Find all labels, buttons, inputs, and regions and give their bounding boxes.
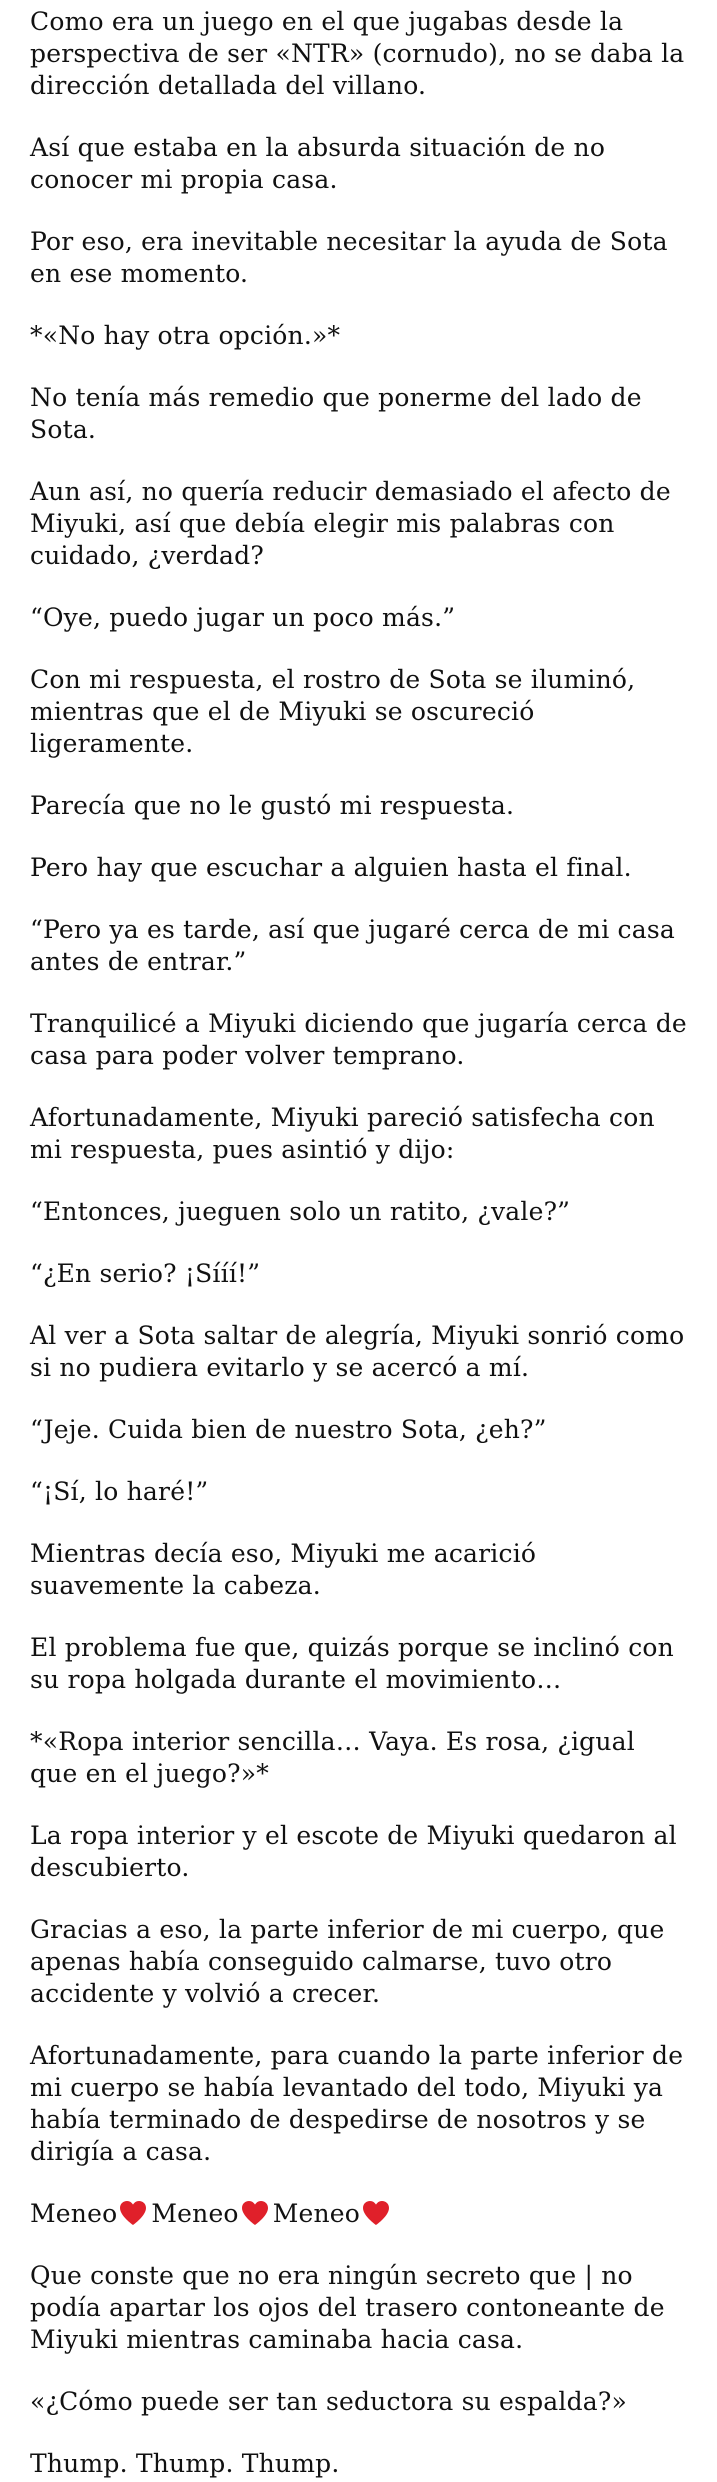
paragraph: Mientras decía eso, Miyuki me acarició suavemente la cabeza. [30,1539,537,1600]
paragraph: Que conste que no era ningún secreto que | no podía apartar los ojos del trasero contoneante de Miyuki mientras caminaba hacia casa. [30,2261,665,2354]
meneo-word: Meneo [151,2199,239,2228]
heart-icon [362,2200,390,2226]
heart-icon [241,2200,269,2226]
paragraph: Así que estaba en la absurda situación de no conocer mi propia casa. [30,133,606,194]
paragraph: El problema fue que, quizás porque se inclinó con su ropa holgada durante el movimiento… [30,1633,674,1694]
paragraph-dialogue: “¿En serio? ¡Sííí!” [30,1259,261,1288]
paragraph: Afortunadamente, para cuando la parte inferior de mi cuerpo se había levantado del todo, Miyuki ya había terminado de despedirse de nosotros y se dirigía a casa. [30,2041,684,2166]
heart-icon [119,2200,147,2226]
meneo-line [30,2198,687,2230]
paragraph-dialogue: “Pero ya es tarde, así que jugaré cerca de mi casa antes de entrar.” [30,915,675,976]
paragraph: Con mi respuesta, el rostro de Sota se iluminó, mientras que el de Miyuki se oscureció ligeramente. [30,665,636,758]
paragraph: Parecía que no le gustó mi respuesta. [30,791,515,820]
paragraph: No tenía más remedio que ponerme del lado de Sota. [30,383,642,444]
paragraph: Como era un juego en el que jugabas desde la perspectiva de ser «NTR» (cornudo), no se daba la dirección detallada del villano. [30,7,685,100]
paragraph-dialogue: “Jeje. Cuida bien de nuestro Sota, ¿eh?” [30,1415,547,1444]
paragraph-dialogue: “¡Sí, lo haré!” [30,1477,209,1506]
meneo-word: Meneo [30,2199,118,2228]
paragraph: Gracias a eso, la parte inferior de mi cuerpo, que apenas había conseguido calmarse, tuvo otro accidente y volvió a crecer. [30,1915,665,2008]
paragraph-dialogue: “Entonces, jueguen solo un ratito, ¿vale?” [30,1197,571,1226]
paragraph: Por eso, era inevitable necesitar la ayuda de Sota en ese momento. [30,227,668,288]
paragraph-thought: «¿Cómo puede ser tan seductora su espalda?» [30,2387,627,2416]
paragraph: Pero hay que escuchar a alguien hasta el final. [30,853,632,882]
paragraph: Aun así, no quería reducir demasiado el afecto de Miyuki, así que debía elegir mis palabras con cuidado, ¿verdad? [30,477,671,570]
paragraph: Afortunadamente, Miyuki pareció satisfecha con mi respuesta, pues asintió y dijo: [30,1103,655,1164]
paragraph: Tranquilicé a Miyuki diciendo que jugaría cerca de casa para poder volver temprano. [30,1009,687,1070]
paragraph: Al ver a Sota saltar de alegría, Miyuki sonrió como si no pudiera evitarlo y se acercó a mí. [30,1321,685,1382]
paragraph-dialogue: “Oye, puedo jugar un poco más.” [30,603,456,632]
paragraph-thought: *«No hay otra opción.»* [30,321,341,350]
meneo-word: Meneo [272,2199,361,2228]
paragraph-thought: *«Ropa interior sencilla… Vaya. Es rosa, ¿igual que en el juego?»* [30,1727,635,1788]
paragraph-sound: Thump. Thump. Thump. [30,2449,340,2478]
paragraph: La ropa interior y el escote de Miyuki quedaron al descubierto. [30,1821,677,1882]
